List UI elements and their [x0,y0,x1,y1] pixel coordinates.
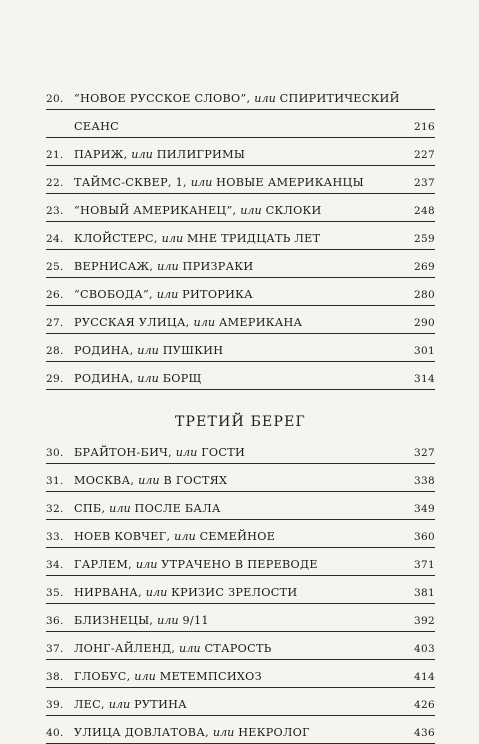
entry-title-cont: СЕАНС [74,120,120,133]
entry-number: 35. [46,587,64,599]
entry-number: 29. [46,373,64,385]
entry-number: 34. [46,559,64,571]
toc-entry [46,632,435,660]
entry-number: 39. [46,699,64,711]
entry-page: 414 [414,671,435,683]
entry-title: НОЕВ КОВЧЕГ, или СЕМЕЙНОЕ [74,530,276,543]
entry-title: “НОВОЕ РУССКОЕ СЛОВО”, или СПИРИТИЧЕСКИЙ [74,92,400,105]
entry-number: 26. [46,289,64,301]
toc-entry [46,278,435,306]
entry-number: 33. [46,531,64,543]
entry-page: 280 [414,289,435,301]
entry-number: 40. [46,727,64,739]
toc-entry [46,520,435,548]
toc-entry [46,464,435,492]
entry-title: ВЕРНИСАЖ, или ПРИЗРАКИ [74,260,254,273]
entry-title: НИРВАНА, или КРИЗИС ЗРЕЛОСТИ [74,586,298,599]
toc-entry [46,716,435,744]
toc-entry [46,138,435,166]
entry-number: 22. [46,177,64,189]
toc-entry [46,166,435,194]
toc-entry [46,250,435,278]
entry-title: ПАРИЖ, или ПИЛИГРИМЫ [74,148,246,161]
part2-list [46,138,435,390]
entry-number: 32. [46,503,64,515]
entry-number: 27. [46,317,64,329]
entry-number: 20. [46,93,64,105]
entry-page: 269 [414,261,435,273]
toc-entry [46,660,435,688]
toc-entry [46,492,435,520]
entry-title: ГЛОБУС, или МЕТЕМПСИХОЗ [74,670,262,683]
entry-number: 36. [46,615,64,627]
part3-list [46,436,435,744]
entry-number: 31. [46,475,64,487]
entry-title: “НОВЫЙ АМЕРИКАНЕЦ”, или СКЛОКИ [74,204,322,217]
toc-entry [46,362,435,390]
toc-entry [46,688,435,716]
entry-number: 23. [46,205,64,217]
toc-entry [46,82,435,110]
entry-page: 338 [414,475,435,487]
entry-number: 28. [46,345,64,357]
entry-title: МОСКВА, или В ГОСТЯХ [74,474,228,487]
entry-title: БЛИЗНЕЦЫ, или 9/11 [74,614,209,627]
toc-entry [46,334,435,362]
toc-entry [46,576,435,604]
entry-number: 30. [46,447,64,459]
entry-number: 24. [46,233,64,245]
section-heading: ТРЕТИЙ БЕРЕГ [174,414,306,430]
entry-page: 259 [414,233,435,245]
entry-page: 392 [414,615,435,627]
toc-entry-continuation [46,110,435,138]
toc-entry [46,306,435,334]
entry-page: 371 [414,559,435,571]
entry-number: 21. [46,149,64,161]
entry-number: 37. [46,643,64,655]
entry-title: УЛИЦА ДОВЛАТОВА, или НЕКРОЛОГ [74,726,310,739]
entry-title: РОДИНА, или БОРЩ [74,372,202,385]
entry-page: 403 [414,643,435,655]
entry-title: “СВОБОДА”, или РИТОРИКА [74,288,253,301]
entry-page: 327 [414,447,435,459]
toc-entry [46,194,435,222]
entry-page: 248 [414,205,435,217]
entry-title: ТАЙМС-СКВЕР, 1, или НОВЫЕ АМЕРИКАНЦЫ [74,176,364,189]
entry-page: 237 [414,177,435,189]
toc-entry [46,436,435,464]
entry-title: ГАРЛЕМ, или УТРАЧЕНО В ПЕРЕВОДЕ [74,558,318,571]
entry-page: 360 [414,531,435,543]
entry-title: РУССКАЯ УЛИЦА, или АМЕРИКАНА [74,316,303,329]
entry-number: 38. [46,671,64,683]
toc-entry [46,604,435,632]
entry-title: ЛОНГ-АЙЛЕНД, или СТАРОСТЬ [74,642,272,655]
entry-title: КЛОЙСТЕРС, или МНЕ ТРИДЦАТЬ ЛЕТ [74,232,321,245]
toc-entry [46,222,435,250]
entry-title: ЛЕС, или РУТИНА [74,698,187,711]
entry-page: 436 [414,727,435,739]
entry-title: СПБ, или ПОСЛЕ БАЛА [74,502,221,515]
entry-page: 301 [414,345,435,357]
entry-page: 290 [414,317,435,329]
entry-page: 216 [414,121,435,133]
toc-entry [46,548,435,576]
entry-page: 314 [414,373,435,385]
entry-page: 426 [414,699,435,711]
entry-page: 349 [414,503,435,515]
entry-title: БРАЙТОН-БИЧ, или ГОСТИ [74,446,246,459]
entry-page: 227 [414,149,435,161]
entry-page: 381 [414,587,435,599]
entry-number: 25. [46,261,64,273]
entry-title: РОДИНА, или ПУШКИН [74,344,224,357]
